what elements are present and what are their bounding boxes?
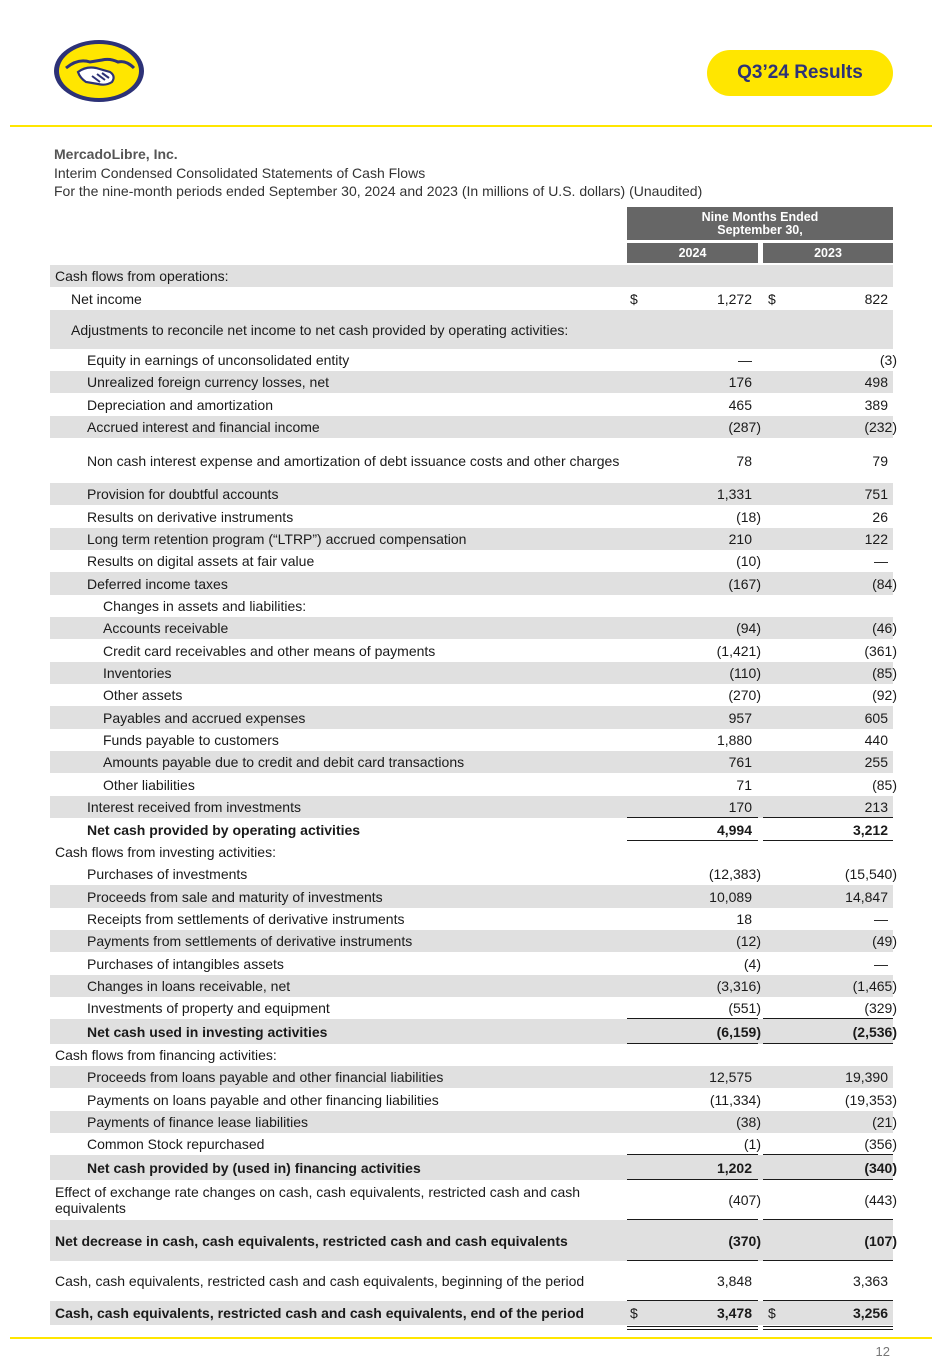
- table-row: [50, 1220, 897, 1261]
- column-group-header: [627, 207, 893, 240]
- value-2024: 210: [728, 531, 752, 547]
- value-2023: (3): [879, 352, 897, 368]
- row-label: Cash flows from financing activities:: [55, 1047, 277, 1063]
- row-label: Interest received from investments: [87, 799, 301, 815]
- double-underline-2023: [763, 1326, 893, 1330]
- value-2023: (15,540): [844, 866, 897, 882]
- row-label: Other assets: [103, 687, 183, 703]
- row-label: Provision for doubtful accounts: [87, 486, 279, 502]
- row-label: Changes in assets and liabilities:: [103, 598, 307, 614]
- statement-title: Interim Condensed Consolidated Statements of Cash Flows: [54, 164, 426, 181]
- value-2024: 1,272: [716, 290, 752, 307]
- table-row: [50, 393, 893, 416]
- table-row: [50, 952, 893, 975]
- value-2024: (1): [743, 1136, 761, 1152]
- value-2023: —: [874, 955, 888, 972]
- value-2023: (232): [864, 419, 897, 435]
- value-2024: (12,383): [708, 866, 761, 882]
- row-label: Accounts receivable: [103, 620, 229, 636]
- value-2024: 18: [736, 911, 752, 927]
- column-group-line2: September 30,: [717, 222, 803, 237]
- value-2024: (10): [736, 553, 761, 569]
- value-2023: 822: [864, 290, 888, 307]
- row-label: Receipts from settlements of derivative instruments: [87, 911, 405, 927]
- value-2023: (84): [872, 575, 897, 592]
- table-row: [50, 1133, 897, 1155]
- table-row: [50, 371, 893, 393]
- table-row: [50, 572, 897, 595]
- table-row: [50, 773, 897, 796]
- row-label: Payments from settlements of derivative instruments: [87, 933, 413, 949]
- row-label: Net cash used in investing activities: [87, 1023, 328, 1040]
- value-2024: (18): [736, 508, 761, 525]
- page-number: 12: [875, 1344, 890, 1359]
- value-2024: (11,334): [709, 1091, 761, 1108]
- value-2024: (407): [728, 1192, 761, 1208]
- row-label: Cash flows from operations:: [55, 268, 229, 284]
- table-row: [50, 796, 893, 818]
- table-row: [50, 997, 897, 1019]
- value-2024: (370): [728, 1232, 761, 1249]
- row-label: Purchases of intangibles assets: [87, 955, 284, 972]
- row-label: Payments of finance lease liabilities: [87, 1114, 309, 1130]
- table-row: [50, 505, 893, 528]
- value-2023: 440: [864, 732, 888, 748]
- value-2024: 71: [736, 776, 752, 793]
- value-2024: 957: [728, 709, 752, 726]
- value-2024: 3,848: [716, 1273, 752, 1289]
- value-2023: (85): [872, 665, 897, 681]
- row-label: Net cash provided by operating activities: [87, 821, 361, 838]
- table-row: [50, 595, 893, 617]
- table-row: [50, 310, 893, 349]
- row-label: Net income: [71, 290, 142, 307]
- value-2024: 1,880: [716, 732, 752, 748]
- table-row: [50, 930, 897, 952]
- value-2023: 213: [864, 799, 888, 815]
- value-2023: (356): [864, 1136, 897, 1152]
- value-2024: 1,331: [716, 486, 752, 502]
- table-row: [50, 841, 893, 863]
- value-2024: (270): [728, 687, 761, 703]
- row-label: Purchases of investments: [87, 866, 248, 882]
- statement-header: [54, 145, 702, 201]
- row-label: Adjustments to reconcile net income to net cash provided by operating activities:: [71, 321, 569, 338]
- value-2023: (443): [864, 1192, 897, 1208]
- table-row: [50, 416, 897, 438]
- value-2024: (6,159): [716, 1023, 761, 1040]
- table-row: [50, 863, 897, 885]
- value-2023: —: [874, 911, 888, 927]
- row-label: Payables and accrued expenses: [103, 709, 306, 726]
- value-2024: 12,575: [709, 1069, 752, 1085]
- value-2024: 170: [728, 799, 752, 815]
- value-2024: 4,994: [716, 821, 752, 838]
- value-2024: 465: [728, 396, 752, 413]
- table-row: [50, 908, 893, 930]
- row-label: Payments on loans payable and other financing liabilities: [87, 1091, 439, 1108]
- table-row: [50, 483, 893, 505]
- double-underline-2024: [627, 1326, 758, 1330]
- table-row: [50, 706, 893, 729]
- table-row: [50, 1301, 893, 1325]
- table-row: [50, 975, 897, 997]
- cash-flow-table: [50, 265, 897, 1325]
- currency-symbol-2024: $: [630, 1305, 638, 1321]
- value-2024: 1,202: [716, 1159, 752, 1176]
- value-2024: (94): [736, 620, 761, 636]
- value-2023: (85): [872, 776, 897, 793]
- value-2024: 761: [728, 754, 752, 770]
- value-2024: (38): [736, 1114, 761, 1130]
- value-2023: 122: [864, 531, 888, 547]
- value-2023: (1,465): [852, 978, 897, 994]
- row-label: Results on derivative instruments: [87, 508, 294, 525]
- value-2023: 255: [864, 754, 888, 770]
- row-label: Net decrease in cash, cash equivalents, restricted cash and cash equivalents: [55, 1232, 568, 1249]
- value-2023: 3,363: [852, 1273, 888, 1289]
- footer-divider: [10, 1337, 932, 1339]
- value-2024: (3,316): [716, 978, 761, 994]
- header-divider: [10, 125, 932, 127]
- row-label: Long term retention program (“LTRP”) accrued compensation: [87, 531, 467, 547]
- value-2024: 3,478: [716, 1305, 752, 1321]
- value-2023: 389: [864, 396, 888, 413]
- table-row: [50, 265, 893, 287]
- value-2023: (340): [864, 1159, 897, 1176]
- row-label: Changes in loans receivable, net: [87, 978, 291, 994]
- currency-symbol-2023: $: [768, 290, 776, 307]
- value-2023: (107): [864, 1232, 897, 1249]
- value-2023: (21): [872, 1114, 897, 1130]
- value-2023: 605: [864, 709, 888, 726]
- table-row: [50, 550, 893, 572]
- row-label: Results on digital assets at fair value: [87, 553, 315, 569]
- column-header-2023: 2023: [763, 243, 893, 263]
- table-row: [50, 662, 897, 684]
- value-2023: 3,212: [852, 821, 888, 838]
- table-row: [50, 617, 897, 639]
- value-2024: (551): [728, 1000, 761, 1016]
- currency-symbol-2024: $: [630, 290, 638, 307]
- row-label: Common Stock repurchased: [87, 1136, 265, 1152]
- row-label: Cash flows from investing activities:: [55, 844, 276, 860]
- row-label: Investments of property and equipment: [87, 1000, 330, 1016]
- table-row: [50, 818, 893, 841]
- row-label: Funds payable to customers: [103, 732, 279, 748]
- value-2024: 10,089: [709, 888, 752, 905]
- value-2023: (49): [872, 933, 897, 949]
- column-header-2024: 2024: [627, 243, 758, 263]
- row-label: Inventories: [103, 665, 172, 681]
- row-label: Amounts payable due to credit and debit card transactions: [103, 754, 465, 770]
- row-label: Credit card receivables and other means of payments: [103, 642, 436, 659]
- value-2023: 3,256: [852, 1305, 888, 1321]
- table-row: [50, 1066, 893, 1088]
- value-2023: 14,847: [845, 888, 888, 905]
- value-2024: 78: [736, 452, 752, 469]
- row-label: Cash, cash equivalents, restricted cash and cash equivalents, beginning of the period: [55, 1273, 585, 1289]
- value-2024: —: [738, 352, 752, 368]
- value-2023: 26: [872, 508, 888, 525]
- company-name: MercadoLibre, Inc.: [54, 146, 178, 162]
- row-label: Depreciation and amortization: [87, 396, 273, 413]
- value-2024: (287): [728, 419, 761, 435]
- table-row: [50, 1019, 897, 1044]
- column-group-line1: Nine Months Ended: [701, 209, 819, 224]
- table-row: [50, 639, 897, 662]
- table-row: [50, 729, 893, 751]
- value-2023: (361): [864, 642, 897, 659]
- value-2023: (46): [872, 620, 897, 636]
- table-row: [50, 684, 897, 706]
- value-2024: (4): [743, 955, 761, 972]
- value-2023: (329): [864, 1000, 897, 1016]
- row-label: Unrealized foreign currency losses, net: [87, 374, 330, 390]
- value-2023: (19,353): [844, 1091, 897, 1108]
- row-label: Other liabilities: [103, 776, 195, 793]
- currency-symbol-2023: $: [768, 1305, 776, 1321]
- mercadolibre-handshake-logo: [52, 38, 146, 104]
- row-label: Accrued interest and financial income: [87, 419, 320, 435]
- table-row: [50, 438, 893, 483]
- table-row: [50, 1155, 897, 1180]
- table-row: [50, 885, 893, 908]
- row-label: Non cash interest expense and amortization of debt issuance costs and other charges: [87, 452, 620, 469]
- value-2023: (2,536): [852, 1023, 897, 1040]
- value-2024: (110): [729, 665, 761, 681]
- statement-period: For the nine-month periods ended September 30, 2024 and 2023 (In millions of U.S. dollars) (Unaudited): [54, 183, 703, 199]
- table-row: [50, 349, 897, 371]
- row-label: Equity in earnings of unconsolidated entity: [87, 352, 350, 368]
- value-2023: 498: [864, 374, 888, 390]
- value-2023: —: [874, 553, 888, 569]
- table-row: [50, 1261, 893, 1301]
- table-row: [50, 1088, 897, 1111]
- row-label: Net cash provided by (used in) financing activities: [87, 1159, 421, 1176]
- row-label: Effect of exchange rate changes on cash, cash equivalents, restricted cash and cash equivalents: [55, 1184, 581, 1216]
- row-label: Proceeds from loans payable and other financial liabilities: [87, 1069, 444, 1085]
- value-2023: 79: [872, 452, 888, 469]
- table-row: [50, 751, 893, 773]
- quarter-results-badge: Q3’24 Results: [707, 50, 893, 96]
- table-row: [50, 1111, 897, 1133]
- table-row: [50, 528, 893, 550]
- value-2023: 751: [864, 486, 888, 502]
- table-row: [50, 287, 893, 310]
- value-2023: (92): [872, 687, 897, 703]
- value-2024: (1,421): [716, 642, 761, 659]
- row-label: Deferred income taxes: [87, 575, 228, 592]
- row-label: Proceeds from sale and maturity of investments: [87, 888, 383, 905]
- value-2024: (167): [728, 575, 761, 592]
- value-2024: 176: [728, 374, 752, 390]
- table-row: [50, 1044, 893, 1066]
- value-2024: (12): [736, 933, 761, 949]
- table-row: [50, 1180, 897, 1220]
- row-label: Cash, cash equivalents, restricted cash and cash equivalents, end of the period: [55, 1305, 585, 1321]
- value-2023: 19,390: [845, 1069, 888, 1085]
